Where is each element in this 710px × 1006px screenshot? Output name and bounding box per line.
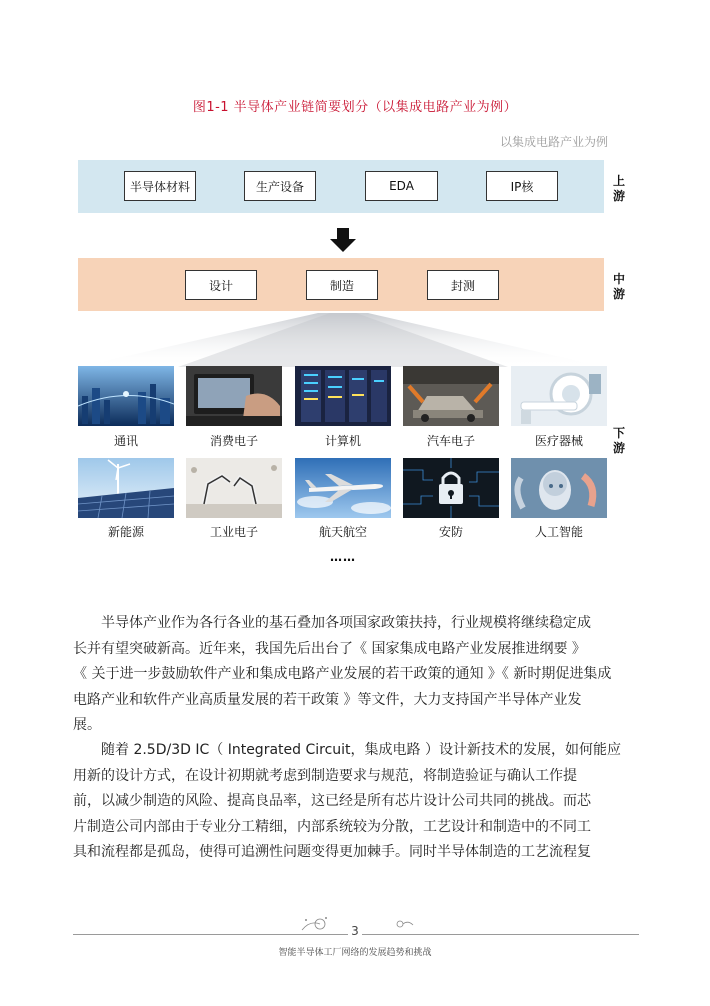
label-auto-electronics: 汽车电子 — [426, 434, 475, 448]
label-telecom: 通讯 — [113, 434, 138, 448]
tile-new-energy-image — [78, 458, 174, 518]
paragraph-2-line: 片制造公司内部由于专业分工精细，内部系统较为分散，工艺设计和制造中的不同工 — [73, 818, 591, 835]
paragraph-1-line: 展。 — [73, 717, 101, 733]
figure-caption: 图1-1 半导体产业链简要划分（以集成电路产业为例） — [192, 100, 518, 115]
midstream-box-packaging: 封测 — [427, 270, 499, 300]
footer-title: 智能半导体工厂网络的发展趋势和挑战 — [278, 948, 432, 958]
upstream-label: 上游 — [613, 174, 626, 203]
upstream-box-materials: 半导体材料 — [124, 171, 196, 201]
tile-security-image — [403, 458, 499, 518]
paragraph-2-line: 具和流程都是孤岛，使得可追溯性问题变得更加棘手。同时半导体制造的工艺流程复 — [73, 844, 591, 860]
tile-consumer-image — [186, 366, 282, 426]
midstream-box-design: 设计 — [185, 270, 257, 300]
midstream-label: 中游 — [613, 272, 626, 301]
paragraph-1-line: 半导体产业作为各行各业的基石叠加各项国家政策扶持，行业规模将继续稳定成 — [101, 615, 591, 631]
downstream-label: 下游 — [613, 426, 626, 455]
tile-auto-image — [403, 366, 499, 426]
tile-industrial-image — [186, 458, 282, 518]
label-ai: 人工智能 — [534, 525, 583, 539]
down-arrow-icon — [330, 228, 356, 252]
midstream-band — [78, 258, 604, 311]
label-aerospace: 航天航空 — [318, 525, 367, 539]
paragraph-1-line: 电路产业和软件产业高质量发展的若干政策 》等文件，大力支持国产半导体产业发 — [73, 691, 582, 708]
paragraph-2-line: 前，以减少制造的风险、提高良品率，这已经是所有芯片设计公司共同的挑战。而芯 — [73, 793, 591, 809]
upstream-box-equipment: 生产设备 — [244, 171, 316, 201]
tile-ai-image — [511, 458, 607, 518]
paragraph-1 — [73, 611, 639, 739]
label-medical-devices: 医疗器械 — [534, 434, 583, 448]
paragraph-2-line: 随着 2.5D/3D IC（ Integrated Circuit，集成电路 ）设计新技术的发展，如何能应 — [101, 742, 621, 758]
midstream-box-manufacturing: 制造 — [306, 270, 378, 300]
paragraph-1-line: 《 关于进一步鼓励软件产业和集成电路产业发展的若干政策的通知 》《 新时期促进集成 — [73, 666, 612, 682]
downstream-ellipsis: …… — [330, 550, 356, 564]
upstream-band — [78, 160, 604, 213]
page-number: 3 — [348, 924, 362, 938]
label-industrial-electronics: 工业电子 — [209, 525, 258, 539]
tile-computer-image — [295, 366, 391, 426]
paragraph-2-line: 用新的设计方式，在设计初期就考虑到制造要求与规范，将制造验证与确认工作提 — [73, 767, 577, 784]
label-security: 安防 — [438, 525, 463, 539]
figure-note: 以集成电路产业为例 — [499, 135, 608, 149]
label-new-energy: 新能源 — [107, 525, 144, 539]
upstream-box-eda: EDA — [365, 171, 438, 201]
tile-medical-image — [511, 366, 607, 426]
label-consumer-electronics: 消费电子 — [209, 434, 258, 448]
paragraph-2 — [73, 738, 639, 866]
fan-connector — [78, 313, 604, 367]
upstream-box-ip: IP核 — [486, 171, 558, 201]
label-computer: 计算机 — [324, 434, 361, 448]
footer-decoration-right-icon — [394, 918, 414, 930]
tile-aerospace-image — [295, 458, 391, 518]
tile-telecom-image — [78, 366, 174, 426]
paragraph-1-line: 长并有望突破新高。近年来，我国先后出台了《 国家集成电路产业发展推进纲要 》 — [73, 640, 586, 657]
footer-decoration-left-icon — [300, 914, 330, 934]
